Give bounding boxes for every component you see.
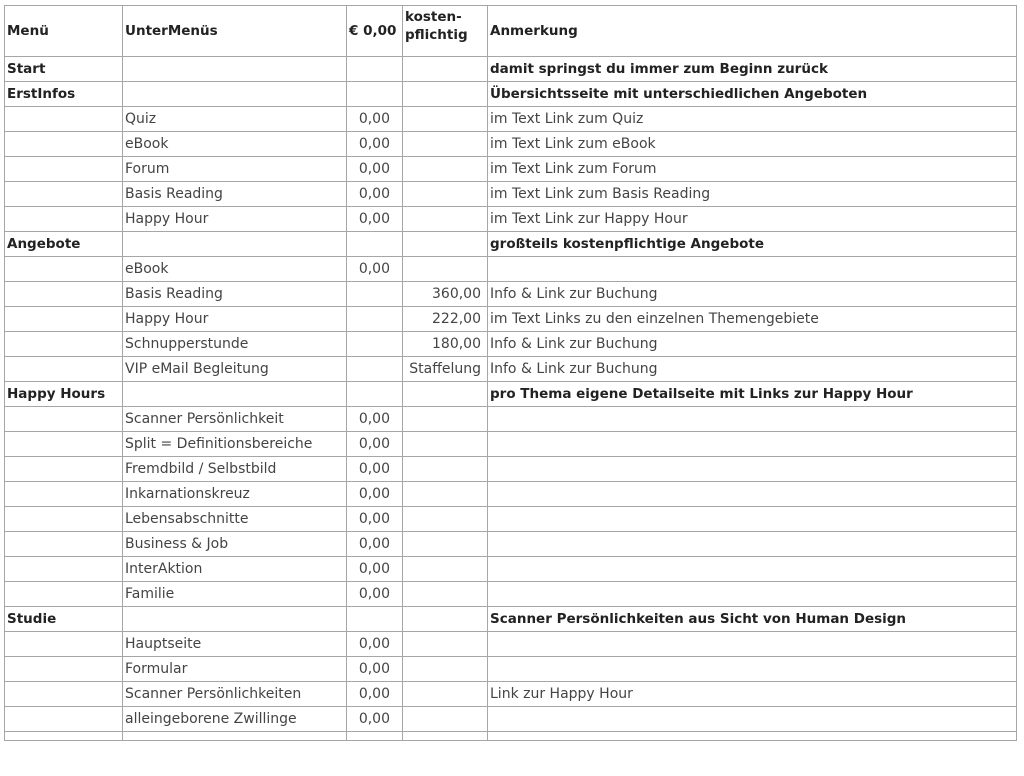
cell-note: im Text Link zum Basis Reading bbox=[488, 182, 1017, 207]
table-body bbox=[5, 57, 1017, 741]
cell-paid-price bbox=[403, 682, 488, 707]
cell-menu bbox=[5, 632, 123, 657]
cell-note bbox=[488, 482, 1017, 507]
cell-menu: Start bbox=[5, 57, 123, 82]
cell-menu: ErstInfos bbox=[5, 82, 123, 107]
cell-note: großteils kostenpflichtige Angebote bbox=[488, 232, 1017, 257]
cell-note: Übersichtsseite mit unterschiedlichen Angeboten bbox=[488, 82, 1017, 107]
cell-submenu: Familie bbox=[123, 582, 347, 607]
cell-menu bbox=[5, 307, 123, 332]
cell-note: im Text Links zu den einzelnen Themengebiete bbox=[488, 307, 1017, 332]
cell-paid-price bbox=[403, 157, 488, 182]
table-row-partial bbox=[5, 732, 1017, 741]
cell-submenu: Quiz bbox=[123, 107, 347, 132]
cell-free-price: 0,00 bbox=[347, 582, 403, 607]
cell-free-price bbox=[347, 357, 403, 382]
header-submenu: UnterMenüs bbox=[123, 6, 347, 57]
cell-submenu: Scanner Persönlichkeit bbox=[123, 407, 347, 432]
menu-overview-table bbox=[4, 5, 1017, 741]
cell-paid-price bbox=[403, 407, 488, 432]
cell-free-price: 0,00 bbox=[347, 432, 403, 457]
cell-submenu: Basis Reading bbox=[123, 182, 347, 207]
cell-paid-price bbox=[403, 532, 488, 557]
cell-paid-price bbox=[403, 607, 488, 632]
header-note: Anmerkung bbox=[488, 6, 1017, 57]
cell-paid-price bbox=[403, 207, 488, 232]
cell-free-price: 0,00 bbox=[347, 657, 403, 682]
cell-menu bbox=[5, 357, 123, 382]
cell-free-price: 0,00 bbox=[347, 207, 403, 232]
cell-free-price: 0,00 bbox=[347, 482, 403, 507]
cell-note: Info & Link zur Buchung bbox=[488, 282, 1017, 307]
cell-menu: Studie bbox=[5, 607, 123, 632]
cell-free-price: 0,00 bbox=[347, 407, 403, 432]
cell-paid-price: 360,00 bbox=[403, 282, 488, 307]
table-row bbox=[5, 557, 1017, 582]
table-row bbox=[5, 632, 1017, 657]
cell-menu bbox=[5, 257, 123, 282]
cell-free-price: 0,00 bbox=[347, 632, 403, 657]
cell-submenu: Scanner Persönlichkeiten bbox=[123, 682, 347, 707]
cell-menu: Angebote bbox=[5, 232, 123, 257]
cell-submenu: Lebensabschnitte bbox=[123, 507, 347, 532]
table-header-row bbox=[5, 6, 1017, 57]
table-group-row bbox=[5, 57, 1017, 82]
cell-submenu: VIP eMail Begleitung bbox=[123, 357, 347, 382]
table-row bbox=[5, 182, 1017, 207]
cell-menu bbox=[5, 107, 123, 132]
cell-menu bbox=[5, 457, 123, 482]
cell-note bbox=[488, 657, 1017, 682]
cell-paid-price bbox=[403, 132, 488, 157]
cell-note bbox=[488, 707, 1017, 732]
cell-free-price: 0,00 bbox=[347, 132, 403, 157]
cell-submenu: Inkarnationskreuz bbox=[123, 482, 347, 507]
cell-note bbox=[488, 407, 1017, 432]
cell-free-price bbox=[347, 307, 403, 332]
cell-submenu bbox=[123, 382, 347, 407]
table-group-row bbox=[5, 607, 1017, 632]
cell-paid-price: Staffelung bbox=[403, 357, 488, 382]
cell-menu: Happy Hours bbox=[5, 382, 123, 407]
header-menu: Menü bbox=[5, 6, 123, 57]
cell-note: im Text Link zum Quiz bbox=[488, 107, 1017, 132]
table-row bbox=[5, 107, 1017, 132]
cell-note bbox=[488, 557, 1017, 582]
cell-submenu bbox=[123, 232, 347, 257]
cell-note: im Text Link zum eBook bbox=[488, 132, 1017, 157]
table-row bbox=[5, 432, 1017, 457]
cell-menu bbox=[5, 582, 123, 607]
cell-free-price: 0,00 bbox=[347, 182, 403, 207]
cell-empty bbox=[123, 732, 347, 741]
cell-submenu: Business & Job bbox=[123, 532, 347, 557]
table-row bbox=[5, 407, 1017, 432]
table-row bbox=[5, 582, 1017, 607]
cell-paid-price bbox=[403, 632, 488, 657]
cell-paid-price bbox=[403, 257, 488, 282]
cell-note: Link zur Happy Hour bbox=[488, 682, 1017, 707]
cell-free-price: 0,00 bbox=[347, 532, 403, 557]
cell-free-price bbox=[347, 332, 403, 357]
cell-submenu: Basis Reading bbox=[123, 282, 347, 307]
cell-submenu bbox=[123, 57, 347, 82]
table-row bbox=[5, 157, 1017, 182]
header-paid: kosten-pflichtig bbox=[403, 6, 488, 57]
cell-paid-price bbox=[403, 182, 488, 207]
cell-empty bbox=[5, 732, 123, 741]
cell-submenu: eBook bbox=[123, 257, 347, 282]
cell-note: pro Thema eigene Detailseite mit Links zur Happy Hour bbox=[488, 382, 1017, 407]
cell-menu bbox=[5, 682, 123, 707]
cell-menu bbox=[5, 182, 123, 207]
cell-paid-price bbox=[403, 82, 488, 107]
cell-paid-price bbox=[403, 707, 488, 732]
cell-submenu: InterAktion bbox=[123, 557, 347, 582]
table-group-row bbox=[5, 382, 1017, 407]
table-row bbox=[5, 532, 1017, 557]
cell-free-price bbox=[347, 382, 403, 407]
table-row bbox=[5, 307, 1017, 332]
cell-paid-price bbox=[403, 57, 488, 82]
table-row bbox=[5, 257, 1017, 282]
cell-menu bbox=[5, 407, 123, 432]
cell-free-price bbox=[347, 232, 403, 257]
cell-menu bbox=[5, 507, 123, 532]
cell-note: Scanner Persönlichkeiten aus Sicht von Human Design bbox=[488, 607, 1017, 632]
cell-paid-price: 222,00 bbox=[403, 307, 488, 332]
cell-paid-price bbox=[403, 382, 488, 407]
cell-submenu: eBook bbox=[123, 132, 347, 157]
cell-submenu bbox=[123, 82, 347, 107]
cell-menu bbox=[5, 482, 123, 507]
table-row bbox=[5, 507, 1017, 532]
cell-empty bbox=[347, 732, 403, 741]
header-free: € 0,00 bbox=[347, 6, 403, 57]
cell-note bbox=[488, 457, 1017, 482]
table-row bbox=[5, 207, 1017, 232]
cell-paid-price bbox=[403, 482, 488, 507]
cell-paid-price bbox=[403, 457, 488, 482]
cell-note: im Text Link zur Happy Hour bbox=[488, 207, 1017, 232]
cell-note bbox=[488, 532, 1017, 557]
cell-free-price: 0,00 bbox=[347, 257, 403, 282]
menu-overview-table-wrapper bbox=[4, 5, 1016, 741]
cell-paid-price bbox=[403, 657, 488, 682]
table-row bbox=[5, 132, 1017, 157]
cell-note bbox=[488, 507, 1017, 532]
cell-paid-price bbox=[403, 582, 488, 607]
cell-submenu: Formular bbox=[123, 657, 347, 682]
cell-paid-price bbox=[403, 232, 488, 257]
table-row bbox=[5, 707, 1017, 732]
cell-note bbox=[488, 582, 1017, 607]
cell-free-price: 0,00 bbox=[347, 707, 403, 732]
cell-empty bbox=[488, 732, 1017, 741]
cell-menu bbox=[5, 557, 123, 582]
cell-submenu: Forum bbox=[123, 157, 347, 182]
cell-submenu: Split = Definitionsbereiche bbox=[123, 432, 347, 457]
cell-free-price bbox=[347, 282, 403, 307]
cell-free-price: 0,00 bbox=[347, 107, 403, 132]
cell-menu bbox=[5, 282, 123, 307]
cell-menu bbox=[5, 157, 123, 182]
table-group-row bbox=[5, 82, 1017, 107]
table-row bbox=[5, 332, 1017, 357]
cell-free-price: 0,00 bbox=[347, 557, 403, 582]
table-row bbox=[5, 682, 1017, 707]
cell-note: Info & Link zur Buchung bbox=[488, 357, 1017, 382]
cell-note bbox=[488, 257, 1017, 282]
table-row bbox=[5, 357, 1017, 382]
cell-submenu: Hauptseite bbox=[123, 632, 347, 657]
cell-free-price bbox=[347, 57, 403, 82]
cell-free-price: 0,00 bbox=[347, 507, 403, 532]
cell-paid-price bbox=[403, 432, 488, 457]
cell-free-price: 0,00 bbox=[347, 157, 403, 182]
cell-menu bbox=[5, 132, 123, 157]
cell-empty bbox=[403, 732, 488, 741]
table-group-row bbox=[5, 232, 1017, 257]
cell-menu bbox=[5, 332, 123, 357]
cell-free-price: 0,00 bbox=[347, 682, 403, 707]
table-row bbox=[5, 482, 1017, 507]
cell-submenu: Schnupperstunde bbox=[123, 332, 347, 357]
cell-paid-price bbox=[403, 557, 488, 582]
cell-menu bbox=[5, 657, 123, 682]
table-row bbox=[5, 282, 1017, 307]
cell-submenu: alleingeborene Zwillinge bbox=[123, 707, 347, 732]
cell-free-price bbox=[347, 82, 403, 107]
cell-submenu: Happy Hour bbox=[123, 307, 347, 332]
cell-note: im Text Link zum Forum bbox=[488, 157, 1017, 182]
table-row bbox=[5, 457, 1017, 482]
cell-free-price bbox=[347, 607, 403, 632]
cell-paid-price bbox=[403, 107, 488, 132]
cell-note: damit springst du immer zum Beginn zurück bbox=[488, 57, 1017, 82]
cell-submenu: Fremdbild / Selbstbild bbox=[123, 457, 347, 482]
cell-paid-price bbox=[403, 507, 488, 532]
cell-menu bbox=[5, 532, 123, 557]
cell-note: Info & Link zur Buchung bbox=[488, 332, 1017, 357]
cell-menu bbox=[5, 432, 123, 457]
cell-note bbox=[488, 432, 1017, 457]
cell-free-price: 0,00 bbox=[347, 457, 403, 482]
cell-submenu bbox=[123, 607, 347, 632]
cell-menu bbox=[5, 707, 123, 732]
cell-menu bbox=[5, 207, 123, 232]
table-row bbox=[5, 657, 1017, 682]
cell-note bbox=[488, 632, 1017, 657]
cell-submenu: Happy Hour bbox=[123, 207, 347, 232]
cell-paid-price: 180,00 bbox=[403, 332, 488, 357]
